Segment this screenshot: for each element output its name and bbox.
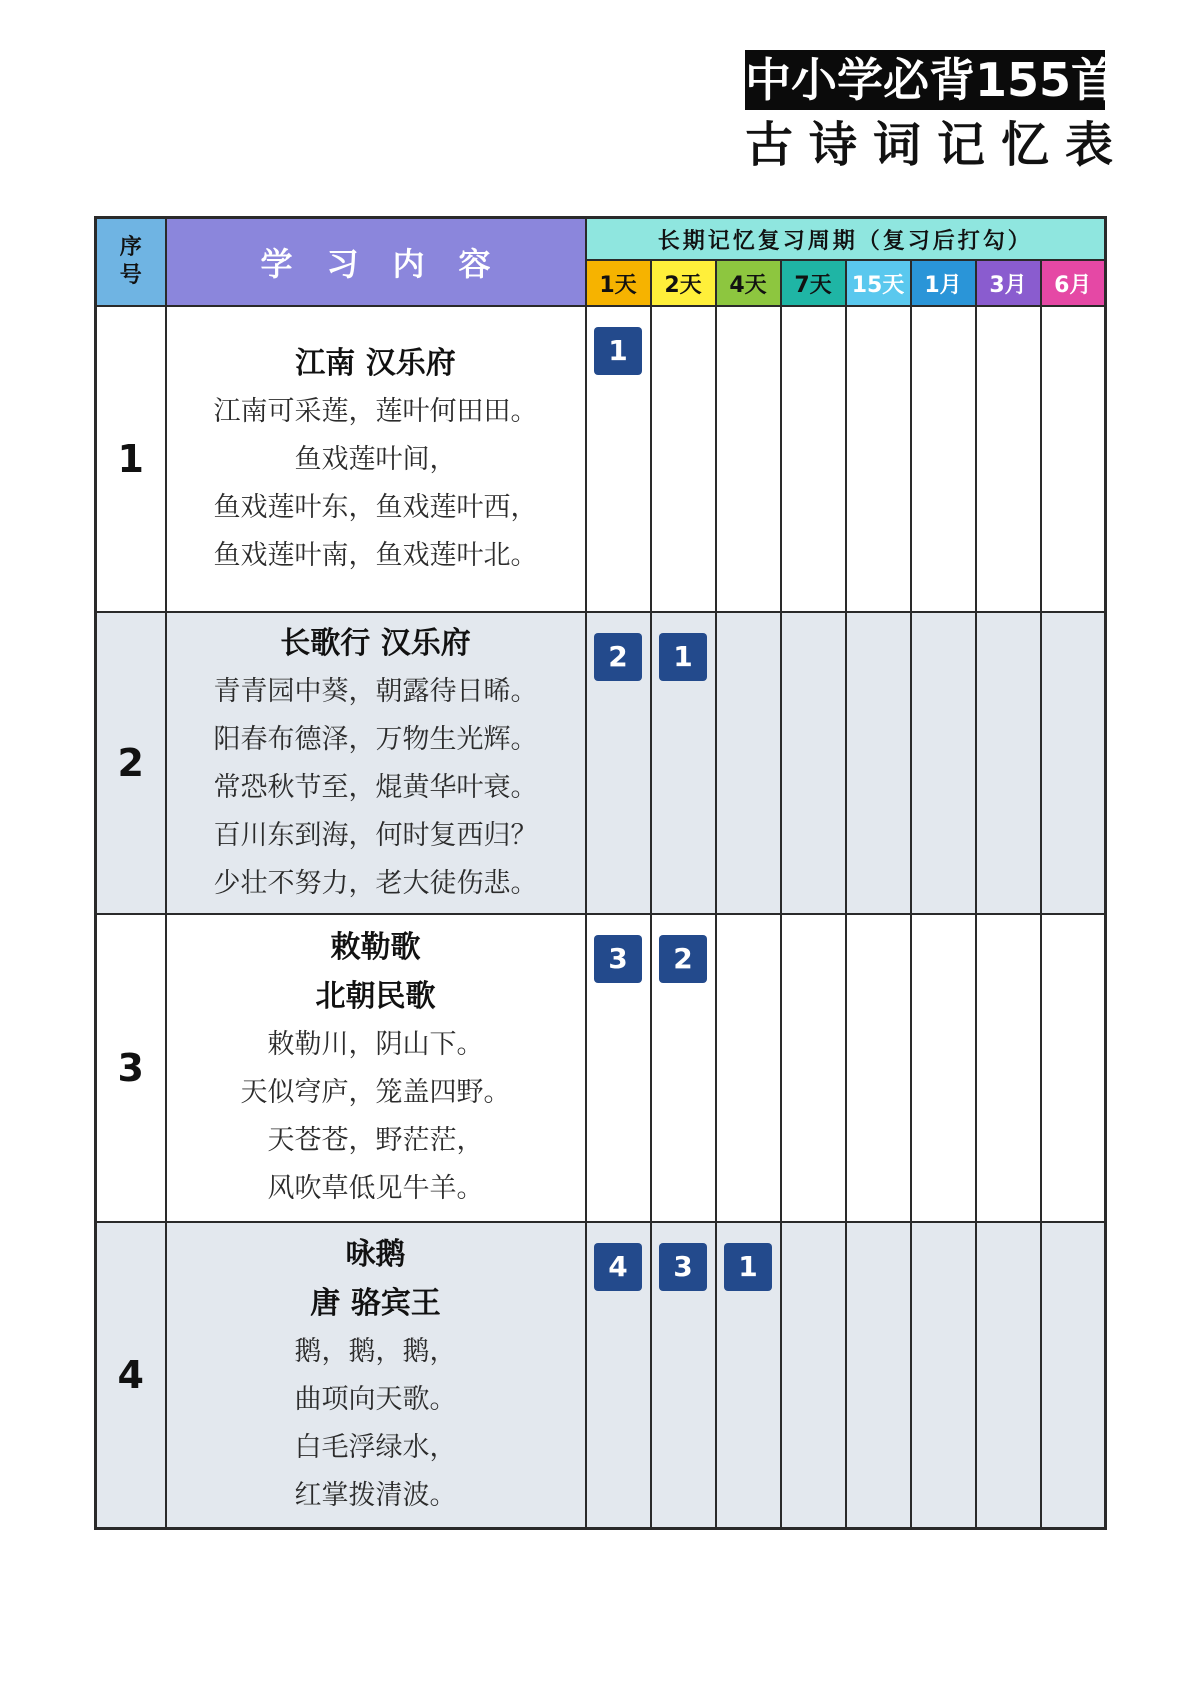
row-seq: 1	[96, 306, 166, 612]
review-checkbox-cell[interactable]	[651, 306, 716, 612]
review-checkbox-cell[interactable]	[911, 914, 976, 1222]
row-seq: 4	[96, 1222, 166, 1528]
poem-line: 白毛浮绿水，	[294, 1431, 457, 1463]
review-checkbox-cell[interactable]	[976, 1222, 1041, 1528]
review-count-badge: 3	[659, 1243, 707, 1291]
poem-line: 鱼戏莲叶南，鱼戏莲叶北。	[213, 539, 538, 571]
title-banner: 中小学必背155首	[745, 50, 1105, 110]
header-content: 学习内容	[166, 218, 586, 307]
review-count-badge: 1	[724, 1243, 772, 1291]
review-checkbox-cell[interactable]	[781, 914, 846, 1222]
review-checkbox-cell[interactable]	[846, 914, 911, 1222]
review-checkbox-cell[interactable]	[846, 612, 911, 914]
poem-content	[166, 914, 586, 1222]
review-checkbox-cell[interactable]	[716, 914, 781, 1222]
poem-content	[166, 612, 586, 914]
review-count-badge: 1	[594, 327, 642, 375]
review-checkbox-cell[interactable]	[586, 306, 651, 612]
poem-line: 常恐秋节至，焜黄华叶衰。	[213, 771, 538, 803]
review-checkbox-cell[interactable]	[716, 612, 781, 914]
poem-line: 百川东到海，何时复西归？	[213, 819, 538, 851]
header-cycle-col: 7天	[781, 260, 846, 306]
review-checkbox-cell[interactable]	[716, 306, 781, 612]
review-checkbox-cell[interactable]	[1041, 1222, 1106, 1528]
review-checkbox-cell[interactable]	[911, 306, 976, 612]
poem-line: 红掌拨清波。	[294, 1479, 457, 1511]
poem-line: 少壮不努力，老大徒伤悲。	[213, 867, 538, 899]
poem-line: 鹅，鹅，鹅，	[294, 1335, 457, 1367]
poem-content	[166, 306, 586, 612]
review-checkbox-cell[interactable]	[1041, 306, 1106, 612]
review-checkbox-cell[interactable]	[846, 306, 911, 612]
row-seq: 3	[96, 914, 166, 1222]
review-checkbox-cell[interactable]	[911, 612, 976, 914]
poem-rows	[96, 306, 1106, 1528]
review-checkbox-cell[interactable]	[586, 612, 651, 914]
poem-title: 唐 骆宾王	[310, 1285, 441, 1321]
header-cycle-col: 1月	[911, 260, 976, 306]
table-row	[96, 612, 1106, 914]
poem-line: 鱼戏莲叶东，鱼戏莲叶西，	[213, 491, 538, 523]
poem-line: 曲项向天歌。	[294, 1383, 457, 1415]
review-checkbox-cell[interactable]	[651, 914, 716, 1222]
review-checkbox-cell[interactable]	[586, 914, 651, 1222]
memory-table	[94, 216, 1107, 1530]
poem-line: 阳春布德泽，万物生光辉。	[213, 723, 538, 755]
poem-line: 天苍苍，野茫茫，	[267, 1125, 484, 1156]
poem-title: 敕勒歌	[330, 930, 421, 965]
poem-line: 青青园中葵，朝露待日晞。	[213, 675, 538, 707]
header-cycle-col: 4天	[716, 260, 781, 306]
review-checkbox-cell[interactable]	[976, 914, 1041, 1222]
header-seq	[96, 218, 166, 307]
review-checkbox-cell[interactable]	[781, 1222, 846, 1528]
page-title-block	[745, 50, 1130, 177]
review-checkbox-cell[interactable]	[586, 1222, 651, 1528]
table-row	[96, 1222, 1106, 1528]
poem-title: 咏鹅	[345, 1236, 406, 1272]
poem-title: 江南 汉乐府	[295, 345, 456, 381]
header-seq-label: 序号	[119, 235, 142, 288]
poem-title: 北朝民歌	[315, 979, 436, 1014]
review-count-badge: 1	[659, 633, 707, 681]
review-checkbox-cell[interactable]	[1041, 612, 1106, 914]
header-cycle-col: 6月	[1041, 260, 1106, 306]
header-cycle-col: 15天	[846, 260, 911, 306]
review-checkbox-cell[interactable]	[846, 1222, 911, 1528]
review-count-badge: 2	[594, 633, 642, 681]
review-checkbox-cell[interactable]	[781, 306, 846, 612]
review-checkbox-cell[interactable]	[911, 1222, 976, 1528]
review-checkbox-cell[interactable]	[976, 612, 1041, 914]
table-row	[96, 914, 1106, 1222]
review-checkbox-cell[interactable]	[781, 612, 846, 914]
review-checkbox-cell[interactable]	[976, 306, 1041, 612]
header-cycle-col: 2天	[651, 260, 716, 306]
poem-title: 长歌行 汉乐府	[280, 625, 471, 661]
title-subtitle: 古诗词记忆表	[745, 117, 1130, 173]
header-cycle-col: 3月	[976, 260, 1041, 306]
poem-line: 江南可采莲，莲叶何田田。	[213, 395, 538, 427]
poem-line: 天似穹庐，笼盖四野。	[240, 1077, 511, 1108]
poem-content	[166, 1222, 586, 1528]
review-checkbox-cell[interactable]	[651, 1222, 716, 1528]
review-checkbox-cell[interactable]	[716, 1222, 781, 1528]
row-seq: 2	[96, 612, 166, 914]
poem-line: 风吹草低见牛羊。	[267, 1173, 484, 1204]
review-count-badge: 4	[594, 1243, 642, 1291]
review-count-badge: 2	[659, 935, 707, 983]
poem-line: 鱼戏莲叶间，	[294, 443, 457, 475]
review-checkbox-cell[interactable]	[1041, 914, 1106, 1222]
review-checkbox-cell[interactable]	[651, 612, 716, 914]
poem-line: 敕勒川，阴山下。	[267, 1029, 484, 1060]
header-review-cycle: 长期记忆复习周期（复习后打勾）	[586, 218, 1106, 261]
review-count-badge: 3	[594, 935, 642, 983]
header-cycle-col: 1天	[586, 260, 651, 306]
table-row	[96, 306, 1106, 612]
